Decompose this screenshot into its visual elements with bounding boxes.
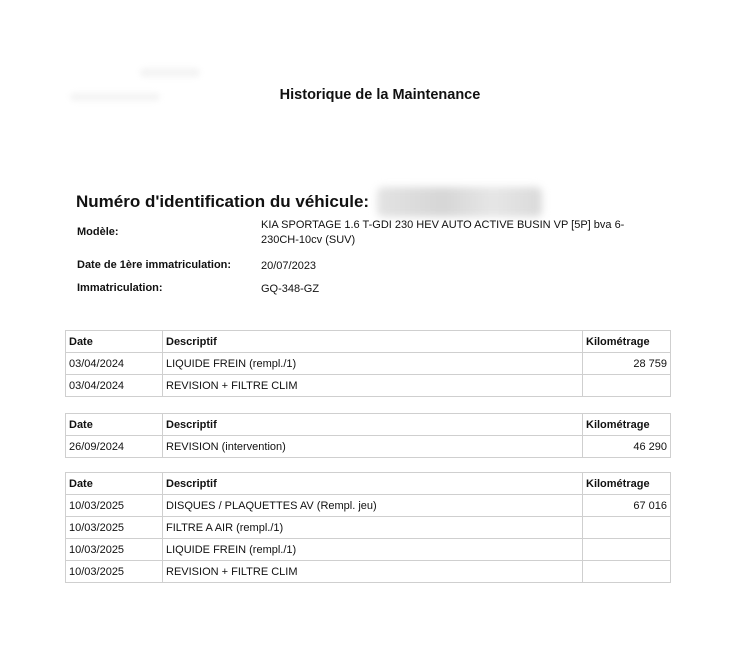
row-description: LIQUIDE FREIN (rempl./1) bbox=[163, 539, 583, 561]
row-mileage: 28 759 bbox=[583, 353, 671, 375]
column-header-description: Descriptif bbox=[163, 473, 583, 495]
row-description: LIQUIDE FREIN (rempl./1) bbox=[163, 353, 583, 375]
maintenance-table bbox=[65, 330, 671, 397]
table-header-row bbox=[66, 414, 671, 436]
table-row bbox=[66, 539, 671, 561]
table-row bbox=[66, 561, 671, 583]
row-mileage: 67 016 bbox=[583, 495, 671, 517]
table-row bbox=[66, 495, 671, 517]
row-date: 03/04/2024 bbox=[66, 375, 163, 397]
table-row bbox=[66, 375, 671, 397]
vin-redacted-value bbox=[377, 187, 542, 217]
column-header-date: Date bbox=[66, 414, 163, 436]
row-mileage: 46 290 bbox=[583, 436, 671, 458]
row-description: FILTRE A AIR (rempl./1) bbox=[163, 517, 583, 539]
row-date: 03/04/2024 bbox=[66, 353, 163, 375]
row-date: 26/09/2024 bbox=[66, 436, 163, 458]
vin-row bbox=[76, 187, 542, 217]
column-header-mileage: Kilométrage bbox=[583, 473, 671, 495]
first-registration-value: 20/07/2023 bbox=[261, 260, 317, 272]
row-date: 10/03/2025 bbox=[66, 517, 163, 539]
table-row bbox=[66, 517, 671, 539]
row-date: 10/03/2025 bbox=[66, 495, 163, 517]
page-title: Historique de la Maintenance bbox=[279, 87, 481, 103]
row-mileage bbox=[583, 539, 671, 561]
row-date: 10/03/2025 bbox=[66, 539, 163, 561]
column-header-mileage: Kilométrage bbox=[583, 331, 671, 353]
column-header-description: Descriptif bbox=[163, 414, 583, 436]
row-description: REVISION (intervention) bbox=[163, 436, 583, 458]
plate-value: GQ-348-GZ bbox=[261, 283, 320, 295]
row-description: REVISION + FILTRE CLIM bbox=[163, 375, 583, 397]
row-mileage bbox=[583, 517, 671, 539]
row-description: DISQUES / PLAQUETTES AV (Rempl. jeu) bbox=[163, 495, 583, 517]
model-label: Modèle: bbox=[77, 226, 119, 238]
table-row bbox=[66, 436, 671, 458]
row-mileage bbox=[583, 375, 671, 397]
table-row bbox=[66, 353, 671, 375]
column-header-description: Descriptif bbox=[163, 331, 583, 353]
row-mileage bbox=[583, 561, 671, 583]
row-description: REVISION + FILTRE CLIM bbox=[163, 561, 583, 583]
redacted-smudge bbox=[140, 68, 200, 77]
column-header-date: Date bbox=[66, 473, 163, 495]
model-value: KIA SPORTAGE 1.6 T-GDI 230 HEV AUTO ACTIVE BUSIN VP [5P] bva 6-230CH-10cv (SUV) bbox=[261, 219, 625, 246]
table-header-row bbox=[66, 331, 671, 353]
vin-label: Numéro d'identification du véhicule: bbox=[76, 192, 370, 211]
first-registration-label: Date de 1ère immatriculation: bbox=[77, 259, 232, 271]
row-date: 10/03/2025 bbox=[66, 561, 163, 583]
table-header-row bbox=[66, 473, 671, 495]
maintenance-table bbox=[65, 472, 671, 583]
plate-label: Immatriculation: bbox=[77, 282, 163, 294]
column-header-mileage: Kilométrage bbox=[583, 414, 671, 436]
maintenance-table bbox=[65, 413, 671, 458]
column-header-date: Date bbox=[66, 331, 163, 353]
